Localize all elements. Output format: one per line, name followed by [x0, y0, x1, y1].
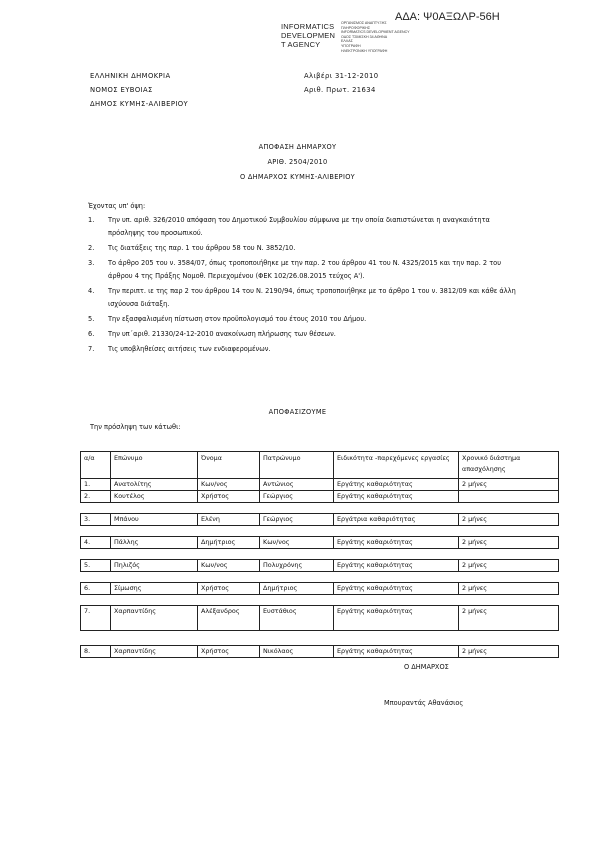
list-item — [88, 214, 518, 240]
table-spacer — [81, 572, 559, 583]
table-row — [81, 537, 559, 549]
table-spacer — [81, 549, 559, 560]
cell-father: Δημήτριος — [260, 583, 334, 595]
cell-aa: 5. — [81, 560, 111, 572]
decision-title: ΑΠΟΦΑΣΗ ΔΗΜΑΡΧΟΥ — [258, 143, 337, 151]
cell-father: Κων/νος — [260, 537, 334, 549]
table-row — [81, 514, 559, 526]
item-number: 2. — [88, 244, 95, 252]
cell-name: Χρήστος — [198, 646, 260, 658]
col-header-aa: α/α — [81, 452, 111, 479]
header-org-1: ΕΛΛΗΝΙΚΗ ΔΗΜΟΚΡΙΑ — [90, 72, 171, 80]
table-row — [81, 583, 559, 595]
cell-aa: 2. — [81, 491, 111, 503]
cell-father: Γεώργιος — [260, 514, 334, 526]
cell-name: Αλέξανδρος — [198, 606, 260, 631]
cell-surname: Χαρπαντίδης — [111, 606, 198, 631]
cell-aa: 3. — [81, 514, 111, 526]
item-number: 5. — [88, 315, 95, 323]
list-item — [88, 242, 518, 255]
table-spacer — [81, 595, 559, 606]
cell-surname: Κουτέλος — [111, 491, 198, 503]
cell-father: Γεώργιος — [260, 491, 334, 503]
logo-fine-print — [341, 21, 410, 53]
cell-name: Χρήστος — [198, 491, 260, 503]
list-item — [88, 343, 518, 356]
logo-small-4: ΟΔΟΣ ΤΣΙΜΙΣΚΗ 34 ΑΘΗΝΑ — [341, 34, 388, 39]
col-header-surname: Επώνυμο — [111, 452, 198, 479]
item-number: 1. — [88, 216, 95, 224]
hire-intro: Την πρόσληψη των κάτωθι: — [90, 423, 181, 431]
item-text: Την υπ΄αριθ. 21330/24-12-2010 ανακοίνωση πλήρωσης των θέσεων. — [108, 330, 336, 338]
cell-aa: 7. — [81, 606, 111, 631]
item-number: 6. — [88, 330, 95, 338]
cell-duration: 2 μήνες — [459, 479, 559, 491]
informatics-logo-text — [281, 22, 335, 49]
logo-small-7: ΗΛΕΚΤΡΟΝΙΚΗ ΥΠΟΓΡΑΦΗ — [341, 48, 388, 53]
cell-surname: Μπάνου — [111, 514, 198, 526]
cell-aa: 1. — [81, 479, 111, 491]
item-number: 3. — [88, 259, 95, 267]
table-row — [81, 479, 559, 491]
table-row — [81, 491, 559, 503]
cell-duration: 2 μήνες — [459, 646, 559, 658]
cell-name: Κων/νος — [198, 479, 260, 491]
cell-duration — [459, 491, 559, 503]
header-date: Αλιβέρι 31-12-2010 — [304, 72, 379, 80]
cell-father: Πολυχρόνης — [260, 560, 334, 572]
list-item — [88, 313, 518, 326]
list-item — [88, 257, 518, 283]
logo-line-1: INFORMATICS — [281, 22, 335, 31]
cell-aa: 8. — [81, 646, 111, 658]
cell-surname: Ανατολίτης — [111, 479, 198, 491]
logo-small-5: ΕΛΛΑΣ — [341, 39, 353, 44]
item-text: Την περιπτ. ιε της παρ 2 του άρθρου 14 του Ν. 2190/94, όπως τροποποιήθηκε με το άρθρο 1 του ν. 3812/09 και κάθε άλλη ισχύουσα διάταξη. — [108, 287, 516, 308]
cell-specialty: Εργάτης καθαριότητας — [334, 479, 459, 491]
decision-issuer: Ο ΔΗΜΑΡΧΟΣ ΚΥΜΗΣ-ΑΛΙΒΕΡΙΟΥ — [239, 173, 356, 181]
cell-name: Ελένη — [198, 514, 260, 526]
logo-line-3: T AGENCY — [281, 40, 321, 49]
hires-table — [80, 451, 559, 658]
logo-small-3: INFORMATICS DEVELOPMENT AGENCY — [341, 30, 410, 35]
cell-surname: Χαρπαντίδης — [111, 646, 198, 658]
logo-small-1: ΟΡΓΑΝΙΣΜΟΣ ΑΝΑΠΤΥΞΗΣ — [341, 21, 387, 25]
considerations-list — [88, 214, 518, 358]
cell-specialty: Εργάτης καθαριότητας — [334, 606, 459, 631]
cell-father: Νικόλαος — [260, 646, 334, 658]
cell-specialty: Εργάτης καθαριότητας — [334, 646, 459, 658]
col-header-specialty: Ειδικότητα -παρεχόμενες εργασίες — [334, 452, 459, 479]
header-protocol: Αριθ. Πρωτ. 21634 — [304, 86, 376, 94]
table-row — [81, 606, 559, 631]
signature-name: Μπουραντάς Αθανάσιος — [384, 699, 464, 707]
cell-specialty: Εργάτης καθαριότητας — [334, 583, 459, 595]
decision-number: ΑΡΙΘ. 2504/2010 — [267, 158, 328, 166]
table-spacer — [81, 526, 559, 537]
item-number: 7. — [88, 345, 95, 353]
signature-role: Ο ΔΗΜΑΡΧΟΣ — [404, 663, 449, 671]
cell-specialty: Εργάτης καθαριότητας — [334, 537, 459, 549]
header-org-3: ΔΗΜΟΣ ΚΥΜΗΣ-ΑΛΙΒΕΡΙΟΥ — [90, 100, 189, 108]
cell-duration: 2 μήνες — [459, 537, 559, 549]
header-org-2: ΝΟΜΟΣ ΕΥΒΟΙΑΣ — [90, 86, 153, 94]
col-header-father: Πατρώνυμο — [260, 452, 334, 479]
cell-specialty: Εργάτης καθαριότητας — [334, 491, 459, 503]
cell-father: Αντώνιος — [260, 479, 334, 491]
logo-small-6: ΥΠΟΓΡΑΦΗ — [341, 43, 361, 48]
cell-surname: Πηλιζός — [111, 560, 198, 572]
cell-surname: Πάλλης — [111, 537, 198, 549]
item-text: Τις διατάξεις της παρ. 1 του άρθρου 58 του Ν. 3852/10. — [108, 244, 296, 252]
table-spacer — [81, 631, 559, 646]
intro-text: Έχοντας υπ' όψη: — [88, 202, 146, 210]
cell-aa: 4. — [81, 537, 111, 549]
cell-father: Ευστάθιος — [260, 606, 334, 631]
cell-duration: 2 μήνες — [459, 583, 559, 595]
table-row — [81, 646, 559, 658]
cell-surname: Σίμωσης — [111, 583, 198, 595]
item-text: Την εξασφαλισμένη πίστωση στον προϋπολογισμό του έτους 2010 του Δήμου. — [108, 315, 367, 323]
item-text: Την υπ. αριθ. 326/2010 απόφαση του Δημοτικού Συμβουλίου σύμφωνα με την οποία διαπιστώνεται η αναγκαιότητα πρόσληψης του προσωπικού. — [108, 216, 490, 237]
cell-name: Κων/νος — [198, 560, 260, 572]
col-header-duration: Χρονικό διάστημα απασχόλησης — [459, 452, 559, 479]
cell-specialty: Εργάτης καθαριότητας — [334, 560, 459, 572]
item-text: Το άρθρο 205 του ν. 3584/07, όπως τροποποιήθηκε με την παρ. 2 του άρθρου 41 του Ν. 4325/2015 και την παρ. 2 του άρθρου 4 της Πράξης Νομοθ. Περιεχομένου (ΦΕΚ 102/26.08.2015 τεύχος Α'). — [108, 259, 502, 280]
cell-name: Χρήστος — [198, 583, 260, 595]
cell-duration: 2 μήνες — [459, 606, 559, 631]
table-header-row — [81, 452, 559, 479]
cell-duration: 2 μήνες — [459, 560, 559, 572]
item-text: Τις υποβληθείσες αιτήσεις των ενδιαφερομένων. — [108, 345, 271, 353]
col-header-name: Όνομα — [198, 452, 260, 479]
ada-code: ΑΔΑ: Ψ0ΑΞΩΛΡ-56Η — [395, 11, 500, 23]
table-row — [81, 560, 559, 572]
cell-name: Δημήτριος — [198, 537, 260, 549]
table-spacer — [81, 503, 559, 514]
logo-line-2: DEVELOPMEN — [281, 31, 336, 40]
logo-small-2: ΠΛΗΡΟΦΟΡΙΚΗΣ — [341, 25, 371, 30]
cell-aa: 6. — [81, 583, 111, 595]
list-item — [88, 285, 518, 311]
cell-specialty: Εργάτρια καθαριότητας — [334, 514, 459, 526]
item-number: 4. — [88, 287, 95, 295]
decide-heading: ΑΠΟΦΑΣΙΖΟΥΜΕ — [268, 408, 327, 416]
list-item — [88, 328, 518, 341]
cell-duration: 2 μήνες — [459, 514, 559, 526]
